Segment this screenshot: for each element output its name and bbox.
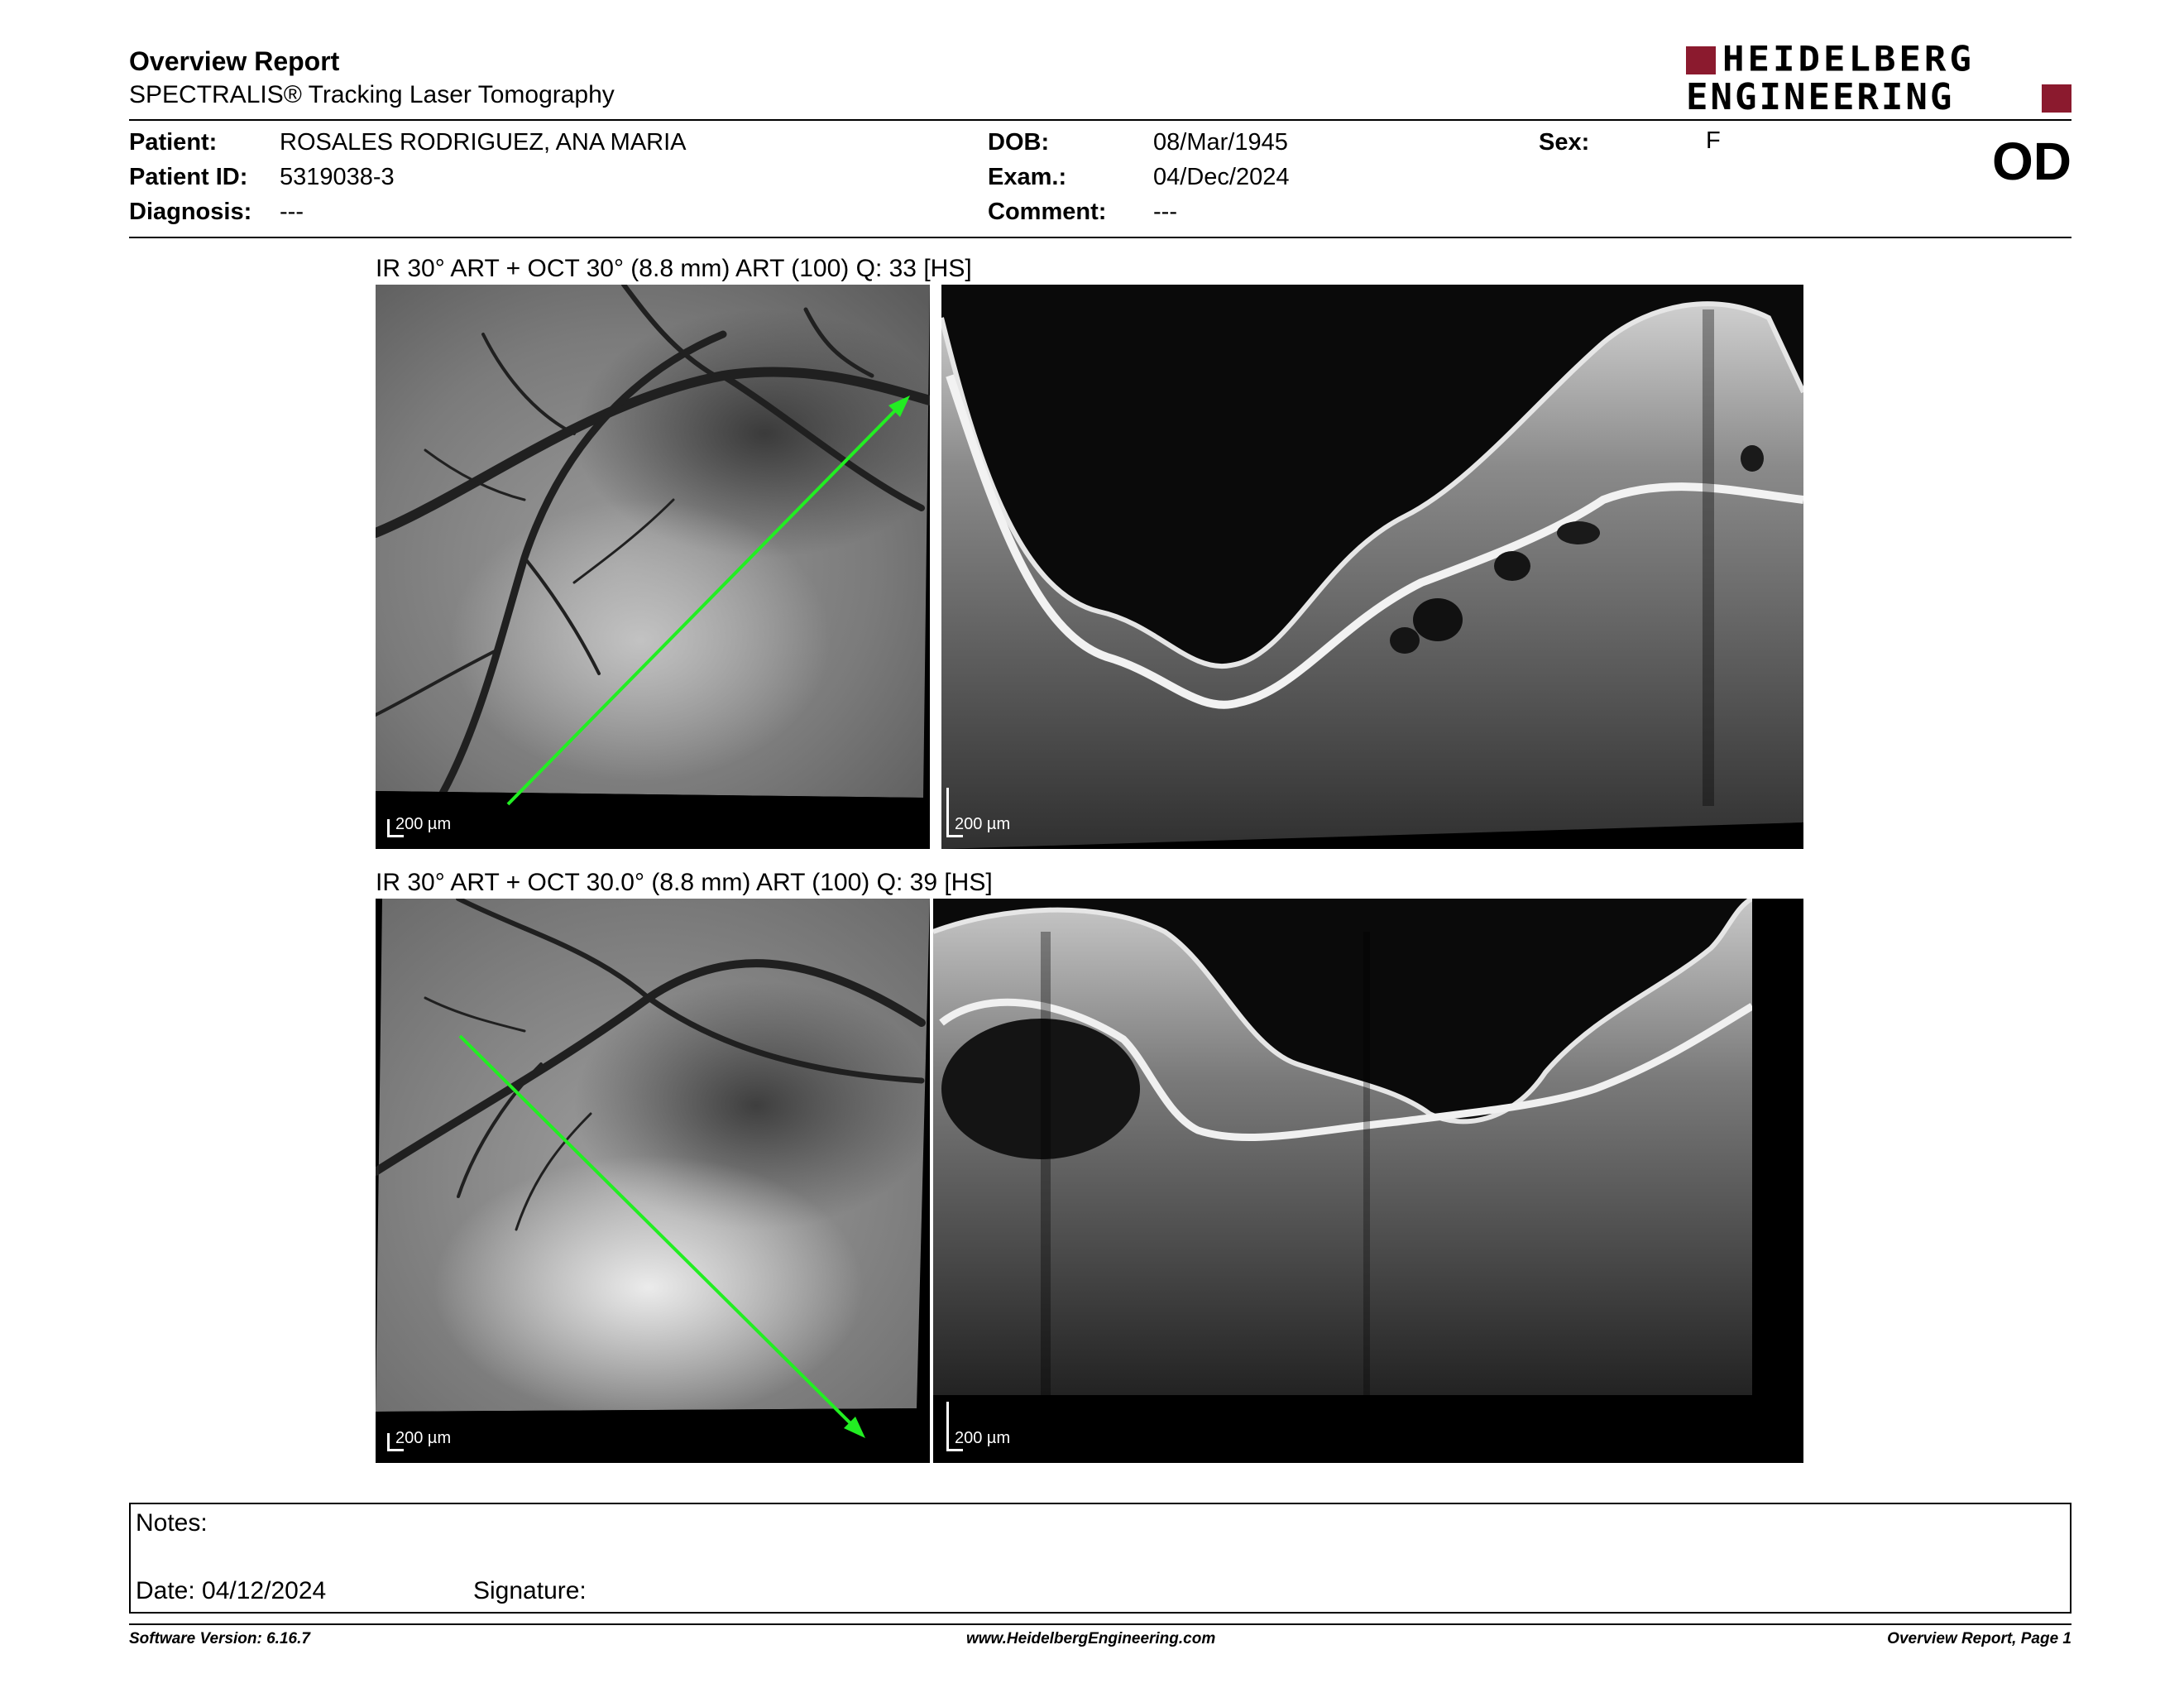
dob-label: DOB:: [988, 129, 1050, 156]
signature-label: Signature:: [473, 1577, 587, 1604]
oct-bscan-image-1: [941, 285, 1803, 849]
diagnosis-label: Diagnosis:: [129, 199, 252, 225]
diagnosis-value: ---: [280, 199, 304, 225]
sex-label: Sex:: [1539, 129, 1590, 156]
oct-bscan-image-2: [933, 899, 1803, 1463]
exam-label: Exam.:: [988, 164, 1067, 190]
oct-scale-label-2: 200 µm: [955, 1429, 1011, 1447]
logo-line2: ENGINEERING: [1686, 76, 1955, 118]
patient-id: 5319038-3: [280, 164, 395, 190]
ir-fundus-image-2: [376, 899, 930, 1463]
software-version: Software Version: 6.16.7: [129, 1630, 310, 1647]
eye-indicator: OD: [1992, 132, 2071, 191]
ir-scale-label-1: 200 µm: [395, 815, 452, 833]
scan-caption-2: IR 30° ART + OCT 30.0° (8.8 mm) ART (100) Q: 39 [HS]: [376, 869, 993, 896]
header-rule: [129, 119, 2071, 121]
oct-scale-label-1: 200 µm: [955, 815, 1011, 833]
report-subtitle: SPECTRALIS® Tracking Laser Tomography: [129, 81, 615, 108]
comment-value: ---: [1153, 199, 1177, 225]
patient-name: ROSALES RODRIGUEZ, ANA MARIA: [280, 129, 687, 156]
patient-id-label: Patient ID:: [129, 164, 248, 190]
scan-caption-1: IR 30° ART + OCT 30° (8.8 mm) ART (100) Q: 33 [HS]: [376, 255, 972, 282]
sex-value: F: [1706, 127, 1721, 154]
notes-label: Notes:: [136, 1509, 208, 1537]
website-link[interactable]: www.HeidelbergEngineering.com: [966, 1630, 1216, 1647]
comment-label: Comment:: [988, 199, 1107, 225]
dob-value: 08/Mar/1945: [1153, 129, 1288, 156]
patient-rule: [129, 237, 2071, 238]
ir-scale-label-2: 200 µm: [395, 1429, 452, 1447]
page-number: Overview Report, Page 1: [1887, 1630, 2071, 1647]
notes-box: [129, 1503, 2071, 1614]
heidelberg-logo: [1686, 39, 2071, 118]
report-title: Overview Report: [129, 46, 340, 76]
footer-rule: [129, 1623, 2071, 1625]
logo-line1: HEIDELBERG: [1722, 39, 1975, 79]
ir-fundus-image-1: [376, 285, 930, 849]
exam-value: 04/Dec/2024: [1153, 164, 1290, 190]
patient-label: Patient:: [129, 129, 218, 156]
date-label: Date: 04/12/2024: [136, 1577, 327, 1604]
